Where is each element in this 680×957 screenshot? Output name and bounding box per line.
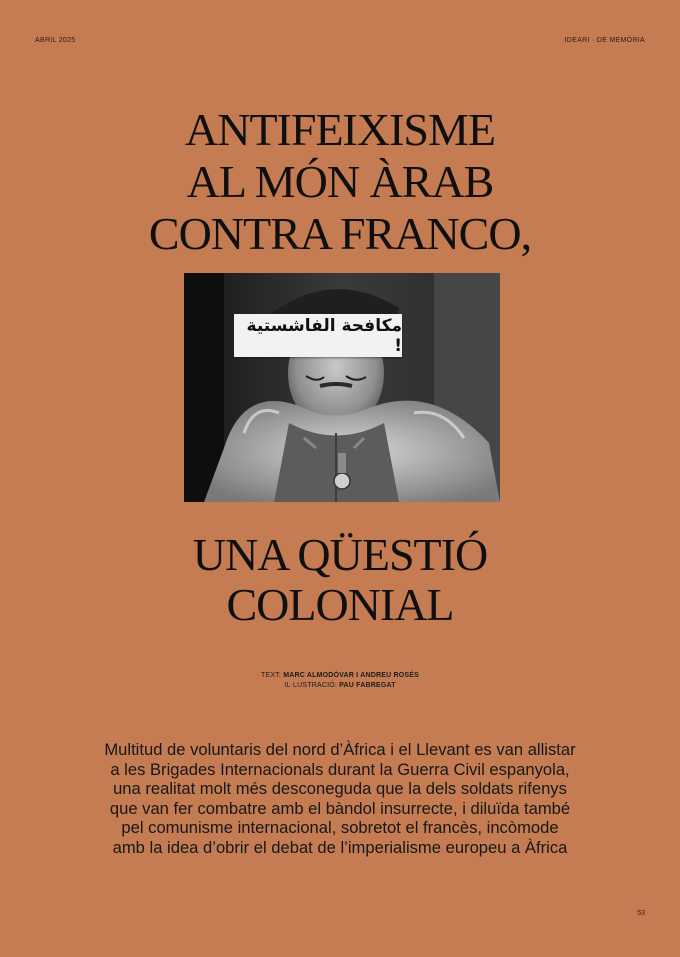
section-name: IDEARI · DE MEMÒRIA bbox=[564, 37, 645, 44]
standfirst-line: amb la idea d’obrir el debat de l’imperialisme europeu a Àfrica bbox=[112, 837, 568, 857]
credit-text-prefix: TEXT: bbox=[260, 672, 282, 679]
credit-text-authors: MARC ALMODÓVAR I ANDREU ROSÉS bbox=[283, 672, 420, 679]
headline-line: CONTRA FRANCO, bbox=[148, 208, 532, 259]
credit-text bbox=[0, 672, 680, 679]
arabic-caption-label: مكافحة الفاشستية ! bbox=[234, 314, 402, 357]
standfirst bbox=[60, 740, 620, 858]
headline-top bbox=[0, 104, 680, 260]
headline-line: UNA QÜESTIÓ bbox=[192, 529, 488, 580]
standfirst-line: pel comunisme internacional, sobretot el francès, incòmode bbox=[121, 818, 559, 838]
portrait-illustration bbox=[184, 273, 500, 502]
headline-line: COLONIAL bbox=[226, 579, 454, 630]
headline-line: AL MÓN ÀRAB bbox=[186, 156, 494, 207]
standfirst-line: a les Brigades Internacionals durant la Guerra Civil espanyola, bbox=[110, 759, 570, 779]
headline-line: ANTIFEIXISME bbox=[185, 104, 495, 155]
page-number: 53 bbox=[637, 910, 645, 917]
credit-illustration-prefix: IL·LUSTRACIÓ: bbox=[284, 682, 338, 689]
standfirst-line: Multitud de voluntaris del nord d’Àfrica i el Llevant es van allistar bbox=[104, 740, 576, 759]
issue-date: ABRIL 2025 bbox=[35, 37, 76, 44]
standfirst-line: una realitat molt més desconeguda que la dels soldats rifenys bbox=[113, 779, 567, 799]
credit-illustration bbox=[0, 682, 680, 689]
franco-portrait-photo bbox=[184, 273, 500, 502]
standfirst-line: que van fer combatre amb el bàndol insurrecte, i diluïda també bbox=[109, 798, 571, 818]
credit-illustration-author: PAU FABREGAT bbox=[339, 682, 396, 689]
headline-bottom bbox=[0, 530, 680, 630]
